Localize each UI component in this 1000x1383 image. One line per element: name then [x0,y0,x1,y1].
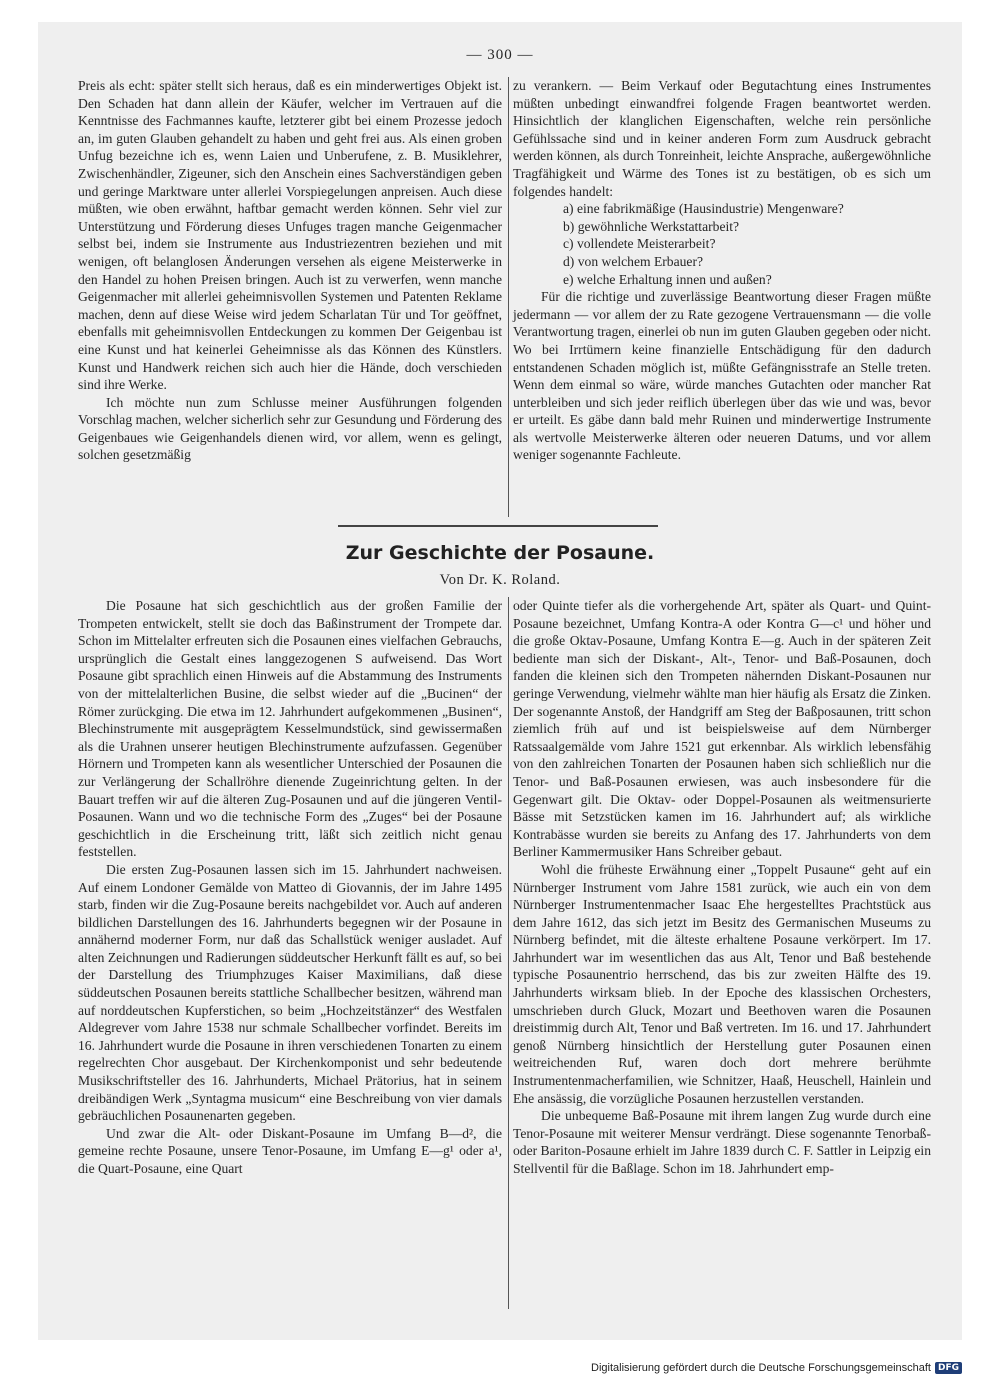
paragraph: Die unbequeme Baß-Posaune mit ihrem langen Zug wurde durch eine Tenor-Posaune mit weiterer Mensur verdrängt. Diese sogenannte Tenorbaß- oder Bariton-Posaune erhielt im Jahre 1839 durch C. F. Sattler in Leipzig ein Stellventil für die Baßlage. Schon im 18. Jahrhundert emp- [513,1108,931,1176]
paragraph: Die ersten Zug-Posaunen lassen sich im 15. Jahrhundert nachweisen. Auf einem Londoner Gemälde von Matteo di Giovannis, der im Jahre 1495 starb, finden wir die Zug-Posaune bereits nachgebildet vor. Auch auf anderen bildlichen Darstellungen des 16. Jahrhunderts begegnen wir der Posaune in annähernd moderner Form, nur daß das Schallstück weniger ausladet. Auf alten Zeichnungen und Radierungen süddeutscher Herkunft fällt es auf, so bei der Darstellung des Triumphzuges Kaiser Maximilians, daß diese süddeutschen Posaunen bereits stattliche Schallbecher besitzen, während man auf norddeutschen Kupferstichen, so beim „Hochzeitstänzer“ des Westfalen Aldegrever vom Jahre 1538 nur schmale Schallbecher vorfindet. Bereits im 16. Jahrhundert wurde die Posaune in ihren verschiedenen Tonarten zu einem regelrechten Chor ausgebaut. Der Kirchenkomponist und sehr bedeutende Musikschriftsteller des 16. Jahrhunderts, Michael Prätorius, hat in seinem dreibändigen Werk „Syntagma musicum“ eine Beschreibung von vier damals gebräuchlichen Posaunenarten gegeben. [78,861,502,1124]
list-item: c) vollendete Meisterarbeit? [563,236,716,252]
article-author: Von Dr. K. Roland. [439,572,561,588]
paragraph: Und zwar die Alt- oder Diskant-Posaune im Umfang B—d², die gemeine rechte Posaune, unsere Tenor-Posaune, im Umfang E—g¹ oder a¹, die Quart-Posaune, eine Quart [78,1125,502,1176]
footer-text: Digitalisierung gefördert durch die Deutsche Forschungsgemeinschaft [591,1362,931,1374]
question-list [513,200,931,288]
column-divider [508,77,509,517]
bottom-left-column [78,597,502,1178]
column-divider [508,597,509,1309]
paragraph: oder Quinte tiefer als die vorhergehende Art, später als Quart- und Quint-Posaune bezeichnet, Umfang Kontra-A oder Kontra G—c¹ und höher und die große Oktav-Posaune, Umfang Kontra E—g. Auch in der späteren Zeit bediente man sich der Diskant-, Alt-, Tenor- und Baß-Posaunen, doch fanden die kleinen sich den Trompeten nähernden Diskant-Posaunen nur geringe Verwendung, vielmehr wählte man hier häufig als Ersatz die Zinken. Der sogenannte Anstoß, der Handgriff am Steg der Baßposaunen, tritt schon ziemlich früh auf und ist beispielsweise auf dem Nürnberger Ratssaalgemälde vom Jahre 1521 gut erkennbar. Als wirklich lebensfähig von den zahlreichen Tonarten der Posaunen haben sich schließlich nur die Tenor- und Baß-Posaunen erwiesen, was auch insbesondere für die Gegenwart gilt. Die Oktav- oder Doppel-Posaunen als weitmensurierte Bässe mit Setzstücken kamen im 16. Jahrhundert auf; als wirkliche Kontrabässe wurden sie bereits zu Anfang des 17. Jahrhunderts von dem Berliner Kammermusiker Hans Schreiber gebaut. [513,598,931,860]
top-right-column [513,77,931,464]
bottom-right-column [513,597,931,1178]
page-number: — 300 — [466,47,534,63]
funding-footer [591,1362,962,1374]
list-item: b) gewöhnliche Werkstattarbeit? [563,218,740,234]
dfg-logo-icon: DFG [935,1362,962,1374]
list-item: e) welche Erhaltung innen und außen? [563,271,772,287]
top-left-column [78,77,502,464]
list-item: a) eine fabrikmäßige (Hausindustrie) Mengenware? [563,201,844,217]
paragraph: Die Posaune hat sich geschichtlich aus der großen Familie der Trompeten entwickelt, stellt sie doch das Baßinstrument der Trompete dar. Schon im Mittelalter erfreuten sich die Posaunen eines vielfachen Gebrauchs, ursprünglich die Gestalt eines langgezogenen S aufweisend. Das Wort Posaune gibt sprachlich einen Hinweis auf die Abstammung des Instruments von der mittelalterlichen Busine, die selbst wieder auf die „Bucinen“ der Römer zurückging. Die etwa im 12. Jahrhundert aufgekommenen „Businen“, Blechinstrumente mit ausgeprägtem Kesselmundstück, sind gewissermaßen als die Urahnen unserer heutigen Blechinstrumente aufzufassen. Gegenüber Hörnern und Trompeten kann als wesentlicher Unterschied der Posaunen die zur Verlängerung der Schallröhre dienende Zugeinrichtung gelten. In der Bauart treffen wir auf die älteren Zug-Posaunen und auf die jüngeren Ventil-Posaunen. Wann und wo die technische Form des „Zuges“ bei der Posaune geschichtlich in die Erscheinung tritt, läßt sich zeitlich nicht genau feststellen. [78,598,502,860]
article-title: Zur Geschichte der Posaune. [345,542,655,564]
paragraph: Preis als echt: später stellt sich heraus, daß es ein minderwertiges Objekt ist. Den Schaden hat dann allein der Käufer, welcher im Vertrauen auf die Kenntnisse des Fachmannes kaufte, letzterer gibt bei einem Prozesse jedoch an, im guten Glauben gehandelt zu haben und geht frei aus. Als einen groben Unfug bezeichne ich es, wenn Laien und Unberufene, z. B. Musiklehrer, Zwischenhändler, Zigeuner, sich den Anschein eines Sachverständigen geben und geringe Marktware unter allerlei Vorspiegelungen anpreisen. Auch diese müßten, wie oben erwähnt, haftbar gemacht werden können. Sehr viel zur Unterstützung und Förderung dieses Unfuges tragen manche Geigenmacher selbst bei, indem sie Instrumente aus Industriezentren beziehen und mit wenigen, oft belanglosen Änderungen versehen als eigene Meisterwerke in den Handel zu hohen Preisen bringen. Auch ist zu verwerfen, wenn manche Geigenmacher mit allerlei geheimnisvollen Systemen und Patenten Reklame machen, denn auf diese Weise wird jedem Scharlatan Tür und Tor geöffnet, ebenfalls mit geheimnisvollen Entdeckungen zu kommen Der Geigenbau ist eine Kunst und hat keinerlei Geheimnisse als das Können des Künstlers. Kunst und Handwerk reichen sich auch hier die Hände, doch verschieden sind ihre Werke. [78,78,502,393]
scanned-page [38,22,962,1340]
section-rule [338,525,658,527]
paragraph: zu verankern. — Beim Verkauf oder Begutachtung eines Instrumentes müßten unbedingt einwandfrei folgende Fragen beantwortet werden. Hinsichtlich der klanglichen Eigenschaften, welche rein persönliche Gefühlssache sind und in keiner anderen Form zum Ausdruck gebracht werden können, als durch Tonreinheit, leichte Ansprache, außergewöhnliche Tragfähigkeit und Wärme des Tones ist zu bestätigen, ob es sich um folgendes handelt: [513,78,931,199]
paragraph: Wohl die früheste Erwähnung einer „Toppelt Pusaune“ geht auf ein Nürnberger Instrument vom Jahre 1581 zurück, wie auch ein von dem Nürnberger Instrumentenmacher Isaac Ehe hergestelltes Prachtstück aus dem Jahre 1612, das sich jetzt im Besitz des Germanischen Museums zu Nürnberg befindet, mit die älteste erhaltene Posaune verkörpert. Im 17. Jahrhundert war im wesentlichen das aus Alt, Tenor und Baß bestehende typische Posaunentrio herrschend, das bis zur zweiten Hälfte des 19. Jahrhunderts wirksam blieb. In der Epoche des klassischen Orchesters, umschrieben durch Gluck, Mozart und Beethoven waren die Posaunen dreistimmig durch Alt, Tenor und Baß vertreten. Im 16. und 17. Jahrhundert genoß Nürnberg hinsichtlich der Herstellung guter Posaunen einen weitreichenden Ruf, waren doch dort mehrere berühmte Instrumentenmacherfamilien, wie Schnitzer, Haaß, Heuschell, Hainlein und Ehe ansässig, die vorzügliche Posaunen herzustellen verstanden. [513,861,931,1106]
paragraph: Ich möchte nun zum Schlusse meiner Ausführungen folgenden Vorschlag machen, welcher sicherlich sehr zur Gesundung und Förderung des Geigenbaues wie Geigenhandels dienen wird, vor allem, wenn es gelingt, solchen gesetzmäßig [78,394,502,463]
list-item: d) von welchem Erbauer? [563,253,704,269]
paragraph: Für die richtige und zuverlässige Beantwortung dieser Fragen müßte jedermann — vor allem der zu Rate gezogene Vertrauensmann — die volle Verantwortung tragen, einerlei ob nun im guten Glauben gegeben oder nicht. Wo bei Irrtümern keine finanzielle Entschädigung für den dadurch entstandenen Schaden möglich ist, müßte Gefängnisstrafe an Stelle treten. Wenn dem einmal so wäre, würde manches Gutachten oder mancher Rat unterbleiben und sich jeder reiflich überlegen über das wie und was, bevor er urteilt. Es gäbe dann bald mehr Ruinen und minderwertige Instrumente als wertvolle Meisterwerke älteren oder neueren Datums, und vor allem weniger sogenannte Fachleute. [513,289,931,463]
